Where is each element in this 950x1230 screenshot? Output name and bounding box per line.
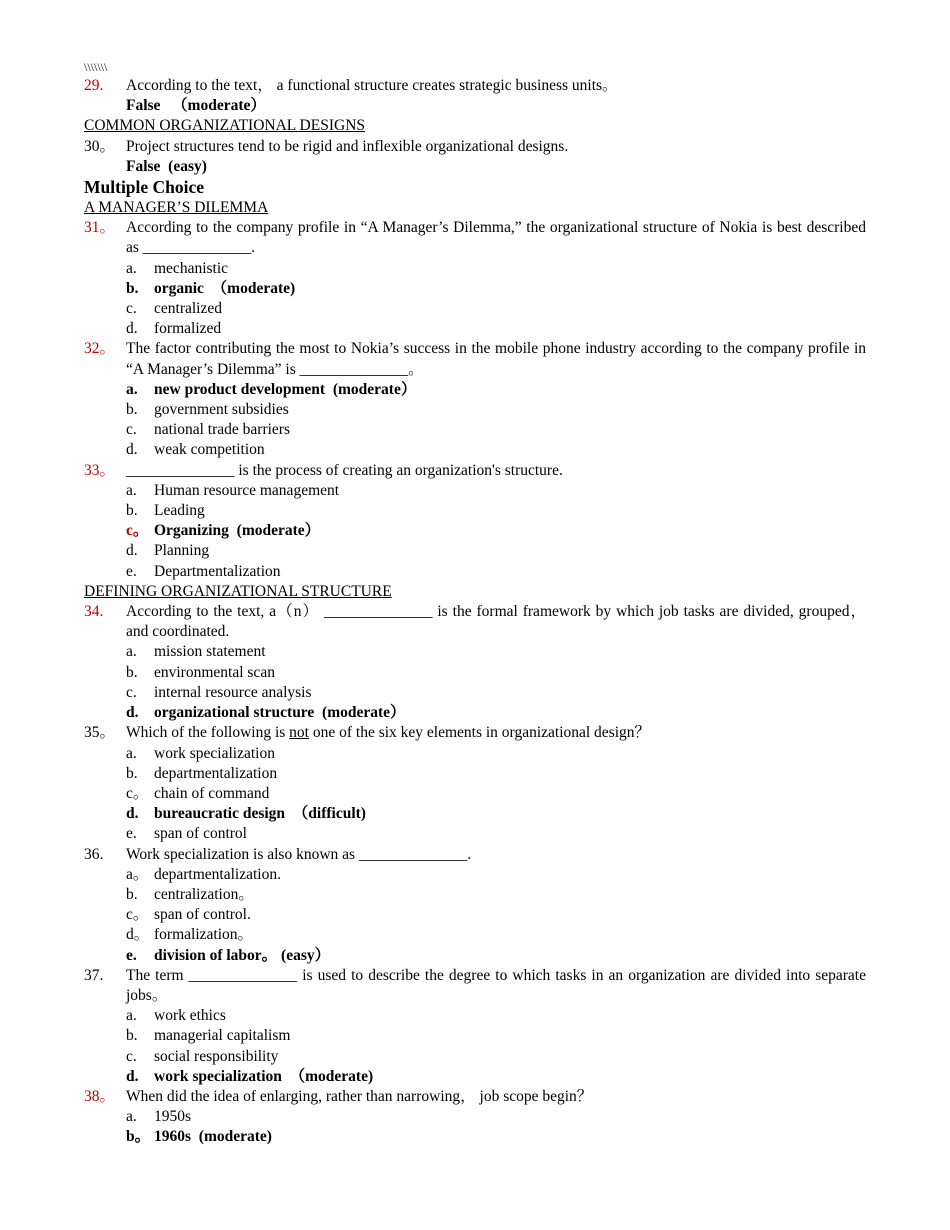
option-c (84, 1047, 866, 1067)
question-36 (84, 845, 866, 865)
question-number: 33。 (84, 461, 116, 479)
option-label: c. (126, 683, 137, 701)
question-number: 37. (84, 966, 104, 984)
option-a (84, 642, 866, 662)
option-label: e. (126, 825, 137, 843)
option-a (84, 259, 866, 279)
question-text: According to the text, a（n） ______________ is the formal framework by which job tasks are divided, grouped， and coordinated. (126, 603, 866, 641)
option-text: departmentalization. (154, 865, 281, 883)
option-text: departmentalization (154, 764, 278, 782)
option-a-correct (84, 380, 866, 400)
option-text: chain of command (154, 784, 270, 802)
question-32 (84, 339, 866, 379)
question-30 (84, 137, 866, 157)
option-label: d. (126, 441, 138, 459)
question-text: Work specialization is also known as ______________. (126, 845, 472, 863)
question-38 (84, 1087, 866, 1107)
option-text: work specialization (154, 744, 275, 762)
answer-key: False (easy) (126, 157, 207, 175)
option-b-correct (84, 1127, 866, 1147)
document-body (84, 58, 866, 1148)
option-text: new product development (moderate） (154, 380, 417, 398)
option-b (84, 663, 866, 683)
option-text: work specialization （moderate) (154, 1067, 374, 1085)
question-33 (84, 461, 866, 481)
section-heading-defining-structure: DEFINING ORGANIZATIONAL STRUCTURE (84, 582, 392, 600)
option-a (84, 744, 866, 764)
question-number: 34. (84, 603, 104, 621)
option-text: managerial capitalism (154, 1027, 291, 1045)
option-text: mechanistic (154, 259, 229, 277)
option-c (84, 905, 866, 925)
option-text: formalization。 (154, 926, 253, 944)
option-label: b. (126, 401, 138, 419)
question-text: Project structures tend to be rigid and inflexible organizational designs. (126, 137, 569, 155)
option-b-correct (84, 279, 866, 299)
option-label: c。 (126, 784, 149, 802)
option-b (84, 400, 866, 420)
question-31 (84, 218, 866, 258)
question-34 (84, 602, 866, 642)
option-a (84, 1006, 866, 1026)
option-text: Leading (154, 502, 205, 520)
option-label: c。 (126, 906, 149, 924)
option-text: Planning (154, 542, 210, 560)
option-label: c. (126, 300, 137, 318)
option-label: c. (126, 1047, 137, 1065)
option-text: centralized (154, 300, 222, 318)
question-text: The term ______________ is used to describe the degree to which tasks in an organization are divided into separate jobs。 (126, 966, 866, 1004)
section-heading-managers-dilemma: A MANAGER’S DILEMMA (84, 199, 269, 217)
section-title-multiple-choice: Multiple Choice (84, 177, 205, 198)
option-text: organic （moderate) (154, 279, 296, 297)
option-label: a。 (126, 865, 149, 883)
option-c (84, 784, 866, 804)
option-b (84, 501, 866, 521)
option-d-correct (84, 804, 866, 824)
question-text: According to the company profile in “A Manager’s Dilemma,” the organizational structure of Nokia is best described as ______________. (126, 219, 866, 257)
option-label: e. (126, 946, 137, 964)
option-e-correct (84, 946, 866, 966)
option-text: organizational structure (moderate） (154, 704, 406, 722)
question-text-part: one of the six key elements in organizational design？ (308, 724, 651, 742)
question-text-part: Which of the following is (126, 724, 290, 742)
underlined-word: not (289, 724, 309, 742)
option-label: a. (126, 380, 138, 398)
option-label: b. (126, 279, 139, 297)
option-label: d. (126, 542, 138, 560)
option-label: b. (126, 502, 138, 520)
option-d (84, 319, 866, 339)
option-text: formalized (154, 320, 222, 338)
option-label: d. (126, 805, 139, 823)
section-heading-common-designs: COMMON ORGANIZATIONAL DESIGNS (84, 117, 366, 135)
option-label: b. (126, 764, 138, 782)
option-label: c. (126, 421, 137, 439)
option-label: b. (126, 663, 138, 681)
option-label: d. (126, 1067, 139, 1085)
option-e (84, 824, 866, 844)
question-text: ______________ is the process of creating an organization's structure. (126, 461, 563, 479)
option-label: e. (126, 562, 137, 580)
option-a (84, 865, 866, 885)
option-label: b。 (126, 1128, 151, 1146)
option-label: a. (126, 1108, 137, 1126)
option-label: d。 (126, 926, 150, 944)
question-number: 38。 (84, 1087, 116, 1105)
option-text: centralization。 (154, 885, 254, 903)
option-c (84, 420, 866, 440)
option-d-correct (84, 703, 866, 723)
answer-key: False （moderate） (126, 97, 266, 115)
option-label: a. (126, 259, 137, 277)
question-number: 36. (84, 845, 104, 863)
option-d (84, 440, 866, 460)
option-a (84, 481, 866, 501)
option-d (84, 925, 866, 945)
question-29 (84, 76, 866, 96)
option-text: environmental scan (154, 663, 275, 681)
option-a (84, 1107, 866, 1127)
option-label: a. (126, 1007, 137, 1025)
option-c-correct (84, 521, 866, 541)
option-text: national trade barriers (154, 421, 290, 439)
page-top-mark: \\\\\\\ (84, 60, 108, 74)
option-label: d. (126, 320, 138, 338)
option-d-correct (84, 1067, 866, 1087)
option-label: a. (126, 481, 137, 499)
option-text: Departmentalization (154, 562, 281, 580)
option-label: d. (126, 704, 139, 722)
option-b (84, 764, 866, 784)
question-number: 32。 (84, 340, 116, 358)
option-c (84, 683, 866, 703)
option-b (84, 885, 866, 905)
question-number: 31。 (84, 219, 116, 237)
option-text: government subsidies (154, 401, 289, 419)
option-label: a. (126, 744, 137, 762)
question-text: The factor contributing the most to Nokia’s success in the mobile phone industry according to the company profile in “A Manager’s Dilemma” is ______________。 (126, 340, 866, 378)
option-text: span of control. (154, 906, 251, 924)
option-text: internal resource analysis (154, 683, 312, 701)
option-b (84, 1026, 866, 1046)
question-text: According to the text， a functional structure creates strategic business units。 (126, 77, 618, 94)
question-text (126, 723, 866, 743)
option-label: b. (126, 885, 138, 903)
option-c (84, 299, 866, 319)
option-label: c。 (126, 522, 149, 540)
option-text: division of labor。 (easy） (154, 946, 331, 964)
option-text: work ethics (154, 1007, 226, 1025)
question-number: 35。 (84, 724, 116, 742)
option-e (84, 562, 866, 582)
question-number: 30。 (84, 137, 116, 155)
question-37 (84, 966, 866, 1006)
option-text: Human resource management (154, 481, 340, 499)
option-text: bureaucratic design （difficult) (154, 805, 366, 823)
option-text: 1960s (moderate) (154, 1128, 272, 1146)
option-d (84, 541, 866, 561)
question-text: When did the idea of enlarging, rather than narrowing， job scope begin？ (126, 1087, 593, 1105)
option-text: span of control (154, 825, 247, 843)
option-text: social responsibility (154, 1047, 279, 1065)
option-text: Organizing (moderate） (154, 522, 321, 540)
option-text: mission statement (154, 643, 266, 661)
question-35 (84, 723, 866, 743)
option-text: 1950s (154, 1108, 192, 1126)
option-label: b. (126, 1027, 138, 1045)
option-label: a. (126, 643, 137, 661)
question-number: 29. (84, 77, 104, 94)
option-text: weak competition (154, 441, 265, 459)
